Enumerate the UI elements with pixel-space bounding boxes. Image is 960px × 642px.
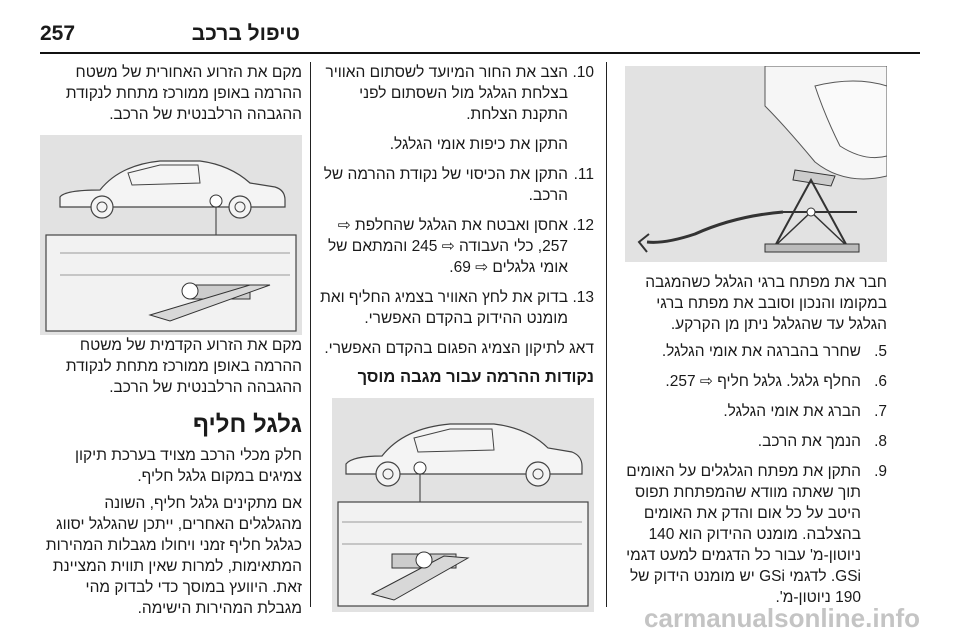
column-middle	[320, 62, 594, 622]
list-item	[320, 215, 594, 278]
paragraph: אם מתקינים גלגל חליף, השונה מהגלגלים האחרים, ייתכן שהגלגל יסווג כגלגל חליף זמני ויחולו מגבלות המהירות המתאימות, למרות שאין תווית המציינת זאת. היוועץ במוסך כדי לבדוק מהי מגבלת המהירות הישימה.	[45, 495, 302, 617]
list-item	[617, 431, 887, 452]
paragraph: מקם את הזרוע הקדמית של משטח ההרמה באופן ממורכז מתחת לנקודת ההגבהה הרלבנטית של הרכב.	[65, 337, 302, 396]
list-item	[617, 461, 887, 608]
step-text: אחסן ואבטח את הגלגל שהחלפת ⇨ 257, כלי העבודה ⇨ 245 והמתאם של אומי גלגלים ⇨ 69.	[327, 217, 568, 276]
list-item	[320, 287, 594, 329]
column-divider	[310, 62, 311, 607]
step-number: 9.	[874, 463, 887, 480]
step-number: 6.	[874, 373, 887, 390]
column-left	[40, 62, 302, 625]
paragraph: מקם את הזרוע האחורית של משטח ההרמה באופן ממורכז מתחת לנקודת ההגבהה הרלבנטית של הרכב.	[65, 64, 302, 123]
step-number: 7.	[874, 403, 887, 420]
running-head: טיפול ברכב	[191, 22, 300, 45]
list-item	[617, 401, 887, 422]
paragraph: חלק מכלי הרכב מצויד בערכת תיקון צמיגים במקום גלגל חליף.	[74, 447, 302, 485]
list-item	[617, 371, 887, 392]
paragraph: חבר את מפתח ברגי הגלגל כשהמגבה במקומו והנכון וסובב את מפתח ברגי הגלגל עד שהגלגל ניתן מן הקרקע.	[645, 274, 887, 333]
watermark: carmanualsonline.info	[644, 603, 920, 633]
header-rule	[40, 52, 920, 54]
list-item	[320, 164, 594, 206]
section-subheading: נקודות ההרמה עבור מגבה מוסך	[357, 368, 594, 386]
page-header	[0, 0, 960, 52]
car-rear-lift-illustration	[40, 135, 302, 335]
list-item	[320, 134, 594, 155]
jack-wheel-illustration	[625, 66, 887, 262]
step-text: הצב את החור המיועד לשסתום האוויר בצלחת הגלגל מול השסתום לפני התקנת הצלחת.	[325, 64, 568, 123]
step-number: 12.	[572, 217, 594, 234]
column-right	[617, 62, 887, 617]
step-text: בדוק את לחץ האוויר בצמיג החליף ואת מומנט ההידוק בהקדם האפשרי.	[320, 289, 568, 327]
section-heading: גלגל חליף	[192, 411, 302, 438]
step-number	[568, 134, 594, 155]
column-divider	[606, 62, 607, 607]
step-text: התקן את מפתח הגלגלים על האומים תוך שאתה מוודא שהמפתחת תפוס היטב על כל אום והדק את האומים בהצלבה. מומנט ההידוק הוא 140 ניוטון-מ' עבור כל הדגמים למעט דגמי GSi. לדגמי GSi יש מומנט הידוק של 190 ניוטון-מ'.	[626, 463, 861, 606]
paragraph: דאג לתיקון הצמיג הפגום בהקדם האפשרי.	[324, 340, 594, 357]
step-text: החלף גלגל. גלגל חליף ⇨ 257.	[665, 373, 861, 390]
car-lift-points-illustration	[332, 398, 594, 612]
step-number: 5.	[874, 343, 887, 360]
step-number: 8.	[874, 433, 887, 450]
step-number: 11.	[573, 166, 594, 183]
step-text: התקן את הכיסוי של נקודת ההרמה של הרכב.	[323, 166, 568, 204]
list-item	[617, 341, 887, 362]
step-number: 10.	[572, 64, 594, 81]
step-text: שחרר בהברגה את אומי הגלגל.	[661, 343, 861, 360]
step-text: הנמך את הרכב.	[757, 433, 861, 450]
step-text: הברג את אומי הגלגל.	[723, 403, 861, 420]
step-number: 13.	[572, 289, 594, 306]
step-text: התקן את כיפות אומי הגלגל.	[389, 136, 568, 153]
page-number: 257	[40, 22, 76, 45]
list-item	[320, 62, 594, 125]
